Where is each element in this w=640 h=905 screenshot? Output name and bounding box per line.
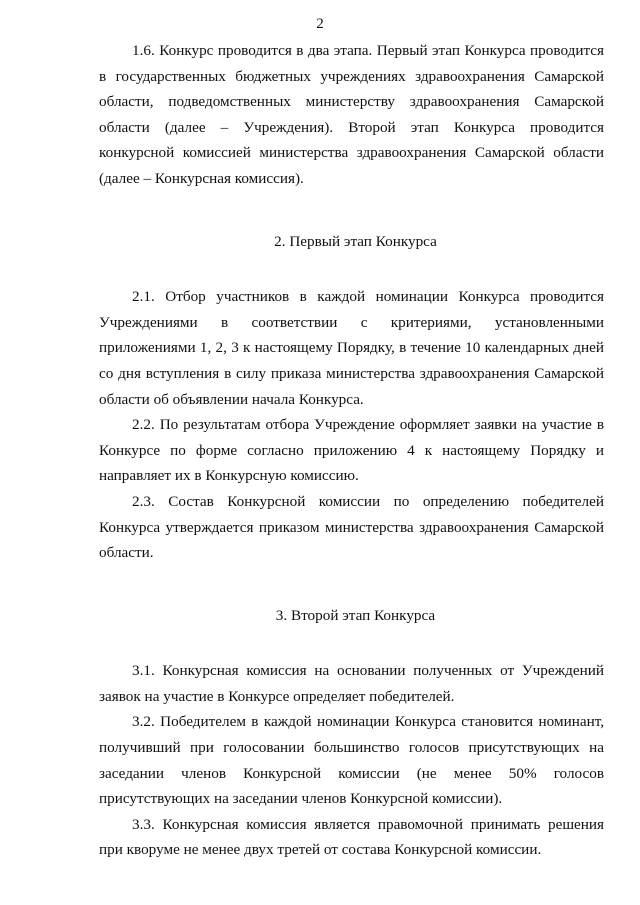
spacer — [99, 628, 604, 658]
spacer — [99, 254, 604, 284]
paragraph-2-3: 2.3. Состав Конкурсной комиссии по определению победителей Конкурса утверждается приказом министерства здравоохранения Самарской области. — [99, 492, 604, 562]
section-heading-2: 2. Первый этап Конкурса — [274, 232, 437, 250]
document-body — [99, 38, 604, 863]
page-number: 2 — [316, 16, 324, 32]
paragraph-2-1: 2.1. Отбор участников в каждой номинации Конкурса проводится Учреждениями в соответствии с критериями, установленными приложениями 1, 2, 3 к настоящему Порядку, в течение 10 календарных дней со дня вступления в силу приказа министерства здравоохранения Самарской области об объявлении начала Конкурса. — [99, 288, 604, 408]
spacer — [99, 566, 604, 603]
section-heading-3: 3. Второй этап Конкурса — [275, 606, 436, 624]
paragraph-3-2: 3.2. Победителем в каждой номинации Конкурса становится номинант, получивший при голосовании большинство голосов присутствующих на заседании членов Конкурсной комиссии (не менее 50% голосов присутствующих на заседании членов Конкурсной комиссии). — [99, 713, 604, 808]
paragraph-3-3: 3.3. Конкурсная комиссия является правомочной принимать решения при кворуме не менее двух третей от состава Конкурсной комиссии. — [99, 815, 604, 859]
spacer — [99, 192, 604, 229]
paragraph-3-1: 3.1. Конкурсная комиссия на основании полученных от Учреждений заявок на участие в Конкурсе определяет победителей. — [99, 662, 604, 705]
paragraph-2-2: 2.2. По результатам отбора Учреждение оформляет заявки на участие в Конкурсе по форме согласно приложению 4 к настоящему Порядку и направляет их в Конкурсную комиссию. — [99, 416, 604, 485]
paragraph-1-6: 1.6. Конкурс проводится в два этапа. Первый этап Конкурса проводится в государственных бюджетных учреждениях здравоохранения Самарской области, подведомственных министерству здравоохранения Самарской области (далее – Учреждения). Второй этап Конкурса проводится конкурсной комиссией министерства здравоохранения Самарской области (далее – Конкурсная комиссия). — [99, 42, 604, 187]
